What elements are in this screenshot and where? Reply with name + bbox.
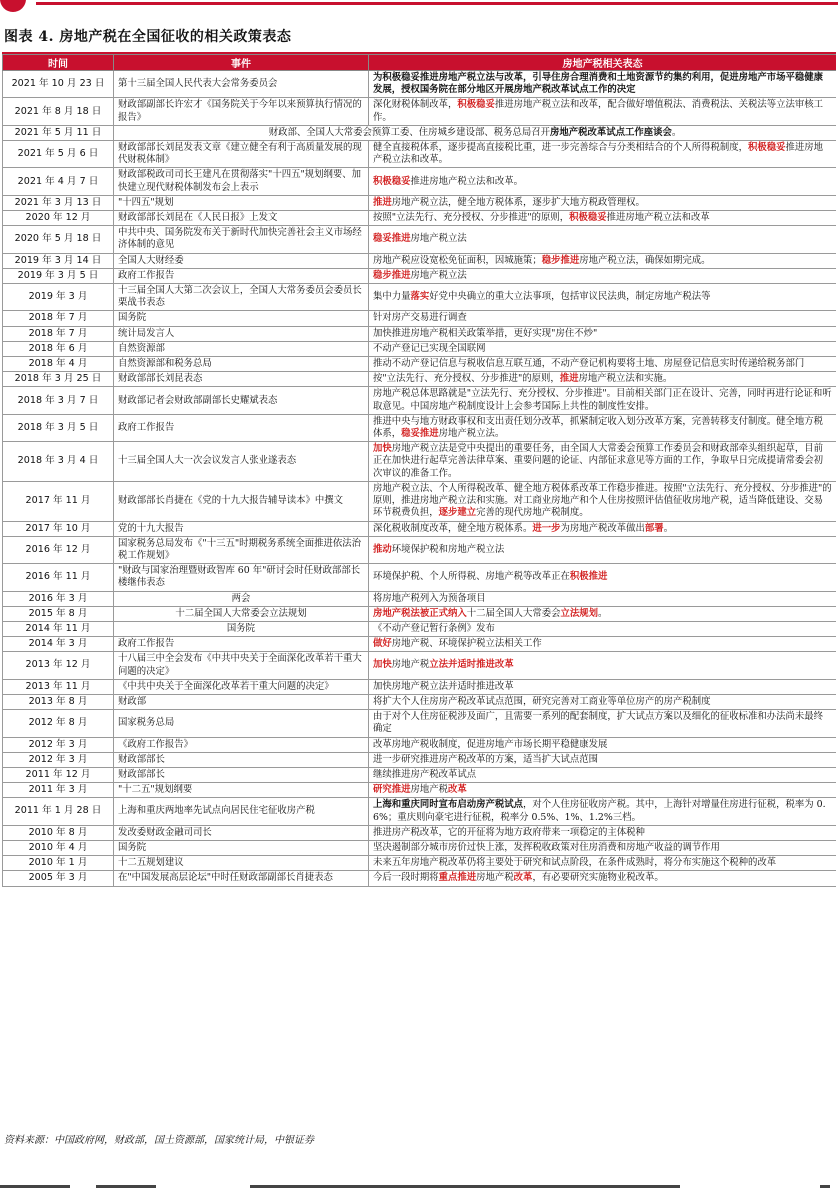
row-date: 2018 年 4 月 [3,357,114,372]
highlight-text: 立法规划 [560,607,599,619]
statement-text: 深化税收制度改革，健全地方税体系。 [373,522,533,534]
highlight-text: 稳步推进 [373,269,411,281]
table-row [3,606,837,621]
statement-text: 房地产税立法 [410,233,467,245]
figure-title: 图表 4. 房地产税在全国征收的相关政策表态 [4,29,292,45]
table-row [3,536,837,563]
row-date: 2011 年 1 月 28 日 [3,798,114,825]
highlight-text: 进一步 [532,522,561,534]
row-date: 2018 年 6 月 [3,341,114,356]
statement-text: 推进房产税改革，它的开征将为地方政府带来一项稳定的主体税种 [373,826,645,838]
highlight-text: 加快 [373,443,392,455]
policy-table [2,54,836,887]
row-date: 2010 年 4 月 [3,840,114,855]
row-event: 财政部部长 [114,752,369,767]
row-date: 2020 年 5 月 18 日 [3,226,114,253]
row-event: 《中共中央关于全面深化改革若干重大问题的决定》 [114,679,369,694]
statement-text: 今后一段时期将 [373,872,439,884]
row-event: 财政部副部长许宏才《国务院关于今年以来预算执行情况的报告》 [114,98,369,125]
table-row [3,284,837,311]
statement-text: 房地产税应设宽松免征面积，因城施策； [373,254,542,266]
table-row [3,195,837,210]
highlight-text: 改革 [448,784,467,796]
row-event: 政府工作报告 [114,414,369,441]
statement-text: ，对个人住房征收房产税。其中，上海针对增量住房进行征税，税率为 0.6%；重庆则向豪宅进行征税，税率分 0.5%、1%、1.2%三档。 [373,799,826,823]
table-row [3,840,837,855]
row-date: 2018 年 3 月 25 日 [3,372,114,387]
row-event: 政府工作报告 [114,637,369,652]
table-row [3,652,837,679]
row-event: 发改委财政金融司司长 [114,825,369,840]
row-statement [369,141,837,168]
highlight-text: 落实 [410,291,430,303]
row-event: "财政与国家治理暨财政智库 60 年"研讨会时任财政部部长楼继伟表态 [114,564,369,591]
statement-text: ，有必要研究实施物业税改革。 [532,872,664,884]
table-row [3,621,837,636]
table-body [3,71,837,887]
table-row [3,737,837,752]
footer-dash [250,1185,680,1188]
statement-text: 。 [663,522,674,534]
row-statement [369,284,837,311]
statement-text: 房地产税 [391,659,430,671]
row-date: 2013 年 11 月 [3,679,114,694]
row-event: "十二五"规划纲要 [114,783,369,798]
statement-text: 坚决遏制部分城市房价过快上涨，发挥税收政策对住房消费和房地产收益的调节作用 [373,841,720,853]
row-statement [369,268,837,283]
row-event: 国务院 [114,311,369,326]
highlight-text: 稳妥推进 [373,233,411,245]
highlight-text: 稳妥推进 [401,428,439,440]
table-row [3,752,837,767]
statement-text: 为房地产税改革做出 [560,522,645,534]
row-statement [369,168,837,195]
row-statement [369,679,837,694]
footer-dash [820,1185,830,1188]
statement-text: 进一步研究推进房产税改革的方案，适当扩大试点范围 [373,753,599,765]
header-statement: 房地产税相关表态 [369,55,837,71]
statement-text: 推进房地产税立法和改革，配合做好增值税法、消费税法、关税法等立法审核工作。 [373,99,824,123]
row-statement [369,536,837,563]
row-event: 全国人大财经委 [114,253,369,268]
table-row [3,414,837,441]
highlight-text: 推动 [373,543,392,555]
table-row [3,694,837,709]
row-statement [369,652,837,679]
footer-dash [96,1185,156,1188]
highlight-text: 逐步建立 [438,507,477,519]
table-row [3,710,837,737]
row-statement [369,856,837,871]
statement-text: 继续推进房产税改革试点 [373,768,477,780]
row-date: 2011 年 12 月 [3,767,114,782]
statement-text: 推进中央与地方财政事权和支出责任划分改革，抓紧制定收入划分改革方案，完善转移支付制度。健全地方税体系， [373,415,824,440]
row-date: 2016 年 12 月 [3,536,114,563]
row-statement [369,752,837,767]
row-statement [369,226,837,253]
highlight-text: 稳步推进 [541,254,580,266]
row-event: 财政部部长肖捷在《党的十九大报告辅导读本》中撰文 [114,481,369,521]
row-event: 自然资源部 [114,341,369,356]
top-bar [0,0,838,12]
header-rule [36,2,838,5]
bold-text: 为积极稳妥推进房地产税立法与改革，引导住房合理消费和土地资源节约集约利用，促进房地产市场平稳健康发展，授权国务院在部分地区开展房地产税改革试点工作的决定 [373,72,824,96]
row-date: 2015 年 8 月 [3,606,114,621]
statement-text: 集中力量 [373,291,411,303]
highlight-text: 加快 [373,659,392,671]
header-date: 时间 [3,55,114,71]
row-statement [369,591,837,606]
highlight-text: 积极稳妥 [748,142,786,154]
row-date: 2017 年 10 月 [3,521,114,536]
row-date: 2012 年 3 月 [3,752,114,767]
row-statement [369,637,837,652]
row-event: 财政部、全国人大常委会预算工委、住房城乡建设部、税务总局召开 [268,126,550,138]
row-date: 2021 年 5 月 11 日 [3,125,114,140]
row-statement [369,253,837,268]
row-event: 十八届三中全会发布《中共中央关于全面深化改革若干重大问题的决定》 [114,652,369,679]
statement-text: 房地产税 [476,872,514,884]
table-row [3,679,837,694]
table-row [3,125,837,140]
statement-text: 针对房产交易进行调查 [373,312,467,324]
statement-text: 不动产登记已实现全国联网 [373,342,486,354]
row-event: 财政部部长刘昆在《人民日报》上发文 [114,211,369,226]
statement-text: 加快房地产税立法并适时推进改革 [373,680,514,692]
row-date: 2018 年 3 月 4 日 [3,442,114,482]
header-event: 事件 [114,55,369,71]
statement-text: 《不动产登记暂行条例》发布 [373,622,495,634]
table-row [3,387,837,414]
table-row [3,521,837,536]
statement-text: 推进房地产税立法和改革。 [373,142,824,166]
statement-text: 好党中央确立的重大立法事项，包括审议民法典，制定房地产税法等 [429,291,711,303]
statement-text: 环境保护税和房地产税立法 [391,543,505,555]
policy-table-container [2,52,836,1127]
table-row [3,481,837,521]
table-row [3,442,837,482]
row-date: 2018 年 7 月 [3,326,114,341]
row-event: 自然资源部和税务总局 [114,357,369,372]
row-date: 2012 年 8 月 [3,710,114,737]
row-event: 上海和重庆两地率先试点向居民住宅征收房产税 [114,798,369,825]
statement-text: 由于对个人住房征税涉及面广，且需要一系列的配套制度，扩大试点方案以及细化的征收标准和办法尚未最终确定 [373,711,824,735]
statement-text: 按照"立法先行、充分授权、分步推进"的原则， [373,212,570,224]
table-row [3,798,837,825]
statement-text: 将房地产税列入为预备项目 [373,592,486,604]
row-date: 2019 年 3 月 [3,284,114,311]
row-date: 2011 年 3 月 [3,783,114,798]
row-statement [369,211,837,226]
row-event: 十二五规划建议 [114,856,369,871]
row-event: 财政部部长刘昆表态 [114,372,369,387]
row-statement [369,767,837,782]
highlight-text: 研究推进 [373,784,411,796]
row-merged-content [114,125,837,140]
row-statement [369,311,837,326]
row-date: 2010 年 1 月 [3,856,114,871]
row-date: 2020 年 12 月 [3,211,114,226]
row-event: 财政部部长刘昆发表文章《建立健全有利于高质量发展的现代财税体制》 [114,141,369,168]
table-row [3,253,837,268]
row-event: 两会 [114,591,369,606]
row-statement [369,357,837,372]
row-statement [369,341,837,356]
row-statement [369,840,837,855]
row-statement [369,387,837,414]
row-statement [369,481,837,521]
statement-text: 环境保护税、个人所得税、房地产税等改革正在 [373,571,570,583]
statement-text: 。 [598,607,608,619]
row-event: 中共中央、国务院发布关于新时代加快完善社会主义市场经济体制的意见 [114,226,369,253]
table-row [3,767,837,782]
statement-text: 房地产税、环境保护税立法相关工作 [391,638,542,650]
statement-text: 健全直接税体系，逐步提高直接税比重，进一步完善综合与分类相结合的个人所得税制度， [373,142,749,154]
statement-text: 十二届全国人大常委会 [466,607,561,619]
table-row [3,326,837,341]
row-date: 2019 年 3 月 5 日 [3,268,114,283]
row-statement [369,694,837,709]
statement-text: 房地产税立法 [410,269,467,281]
footer-dash [0,1185,70,1188]
row-date: 2018 年 7 月 [3,311,114,326]
row-date: 2019 年 3 月 14 日 [3,253,114,268]
bold-text: 房地产税改革试点工作座谈会 [549,126,672,138]
row-event: 十三届全国人大一次会议发言人张业遂表态 [114,442,369,482]
row-event: 《政府工作报告》 [114,737,369,752]
row-event: 统计局发言人 [114,326,369,341]
table-row [3,341,837,356]
row-date: 2017 年 11 月 [3,481,114,521]
statement-text: 房地产税立法，确保如期完成。 [579,254,711,266]
highlight-text: 房地产税法被正式纳入 [373,607,467,619]
row-statement [369,783,837,798]
row-statement [369,737,837,752]
highlight-text: 推进 [373,196,392,208]
row-date: 2021 年 10 月 23 日 [3,71,114,98]
row-statement [369,621,837,636]
row-event: 财政部记者会财政部副部长史耀斌表态 [114,387,369,414]
row-statement [369,98,837,125]
statement-text: 完善的现代房地产税制度。 [476,507,589,519]
statement-text: 房地产税立法是党中央提出的重要任务，由全国人大常委会预算工作委员会和财政部牵头组织起草，目前正在加快进行起草完善法律草案、重要问题的论证、内部征求意见等方面的工作，争取早日完成提请常委会初次审议的准备工作。 [373,443,824,479]
row-date: 2012 年 3 月 [3,737,114,752]
row-date: 2013 年 12 月 [3,652,114,679]
highlight-text: 积极推进 [569,571,608,583]
row-statement [369,195,837,210]
table-row [3,372,837,387]
statement-text: 推进房地产税立法和改革 [606,212,710,224]
row-date: 2021 年 4 月 7 日 [3,168,114,195]
row-statement [369,71,837,98]
table-row [3,637,837,652]
highlight-text: 积极稳妥 [457,99,495,111]
statement-text: 房地产税立法和实施。 [578,373,673,385]
table-row [3,268,837,283]
row-date: 2013 年 8 月 [3,694,114,709]
row-event: 国务院 [114,621,369,636]
statement-text: 房地产税 [410,784,449,796]
highlight-text: 推进 [559,373,579,385]
row-date: 2021 年 3 月 13 日 [3,195,114,210]
row-event: 十三届全国人大第二次会议上，全国人大常务委员会委员长栗战书表态 [114,284,369,311]
table-row [3,591,837,606]
table-row [3,211,837,226]
row-statement [369,326,837,341]
row-date: 2021 年 5 月 6 日 [3,141,114,168]
highlight-text: 改革 [513,872,533,884]
footer-bar [0,1183,838,1191]
row-statement [369,414,837,441]
highlight-text: 立法并适时推进改革 [429,659,514,671]
brand-logo [0,0,26,12]
table-header-row [3,55,837,71]
table-row [3,564,837,591]
row-event: 国务院 [114,840,369,855]
table-row [3,871,837,886]
statement-text: 推动不动产登记信息与税收信息互联互通，不动产登记机构要将土地、房屋登记信息实时传递给税务部门 [373,358,805,370]
row-event: 国家税务总局发布《"十三五"时期税务系统全面推进依法治税工作规划》 [114,536,369,563]
row-date: 2005 年 3 月 [3,871,114,886]
row-date: 2014 年 3 月 [3,637,114,652]
statement-text: 将扩大个人住房房产税改革试点范围，研究完善对工商业等单位房产的房产税制度 [373,695,711,707]
table-row [3,357,837,372]
statement-text: 未来五年房地产税改革仍将主要处于研究和试点阶段，在条件成熟时，将分布实施这个税种的改革 [373,857,777,869]
table-row [3,71,837,98]
row-statement [369,521,837,536]
highlight-text: 重点推进 [438,872,477,884]
row-event: 十二届全国人大常委会立法规划 [114,606,369,621]
row-event: 在"中国发展高层论坛"中时任财政部副部长肖捷表态 [114,871,369,886]
row-event: 财政部 [114,694,369,709]
row-statement [369,710,837,737]
row-date: 2021 年 8 月 18 日 [3,98,114,125]
row-statement [369,442,837,482]
bold-text: 上海和重庆同时宣布启动房产税试点 [373,799,524,811]
row-event: 党的十九大报告 [114,521,369,536]
table-row [3,168,837,195]
statement-text: 按"立法先行、充分授权、分步推进"的原则， [373,373,560,385]
statement-text: 房地产税总体思路就是"立法先行、充分授权、分步推进"。目前相关部门正在设计、完善，同时再进行论证和听取意见。中国房地产税制度设计上会参考国际上共性的制度性安排。 [373,388,832,412]
row-statement [369,825,837,840]
statement-text: 深化财税体制改革， [373,99,458,111]
row-statement [369,606,837,621]
row-event: "十四五"规划 [114,195,369,210]
statement-text: 房地产税立法。 [438,428,505,440]
table-row [3,783,837,798]
row-statement [369,871,837,886]
row-date: 2010 年 8 月 [3,825,114,840]
row-event: 政府工作报告 [114,268,369,283]
row-statement [369,372,837,387]
row-event: 国家税务总局 [114,710,369,737]
row-event: 第十三届全国人民代表大会常务委员会 [114,71,369,98]
highlight-text: 积极稳妥 [373,175,411,187]
statement-text: 。 [671,126,682,138]
statement-text: 推进房地产税立法和改革。 [410,175,524,187]
statement-text: 房地产税立法、个人所得税改革、健全地方税体系改革工作稳步推进。按照"立法先行、充分授权、分步推进"的原则，推进房地产税立法和实施。对工商业房地产和个人住房按照评估值征收房地产税，适当降低建设、交易环节税费负担， [373,482,832,519]
table-row [3,856,837,871]
table-row [3,226,837,253]
table-row [3,98,837,125]
row-event: 财政部部长 [114,767,369,782]
statement-text: 加快推进房地产税相关政策举措，更好实现"房住不炒" [373,327,598,339]
table-row [3,825,837,840]
row-date: 2016 年 11 月 [3,564,114,591]
table-row [3,141,837,168]
source-note: 资料来源：中国政府网，财政部，国土资源部，国家统计局，中银证券 [4,1135,314,1146]
row-date: 2016 年 3 月 [3,591,114,606]
row-statement [369,798,837,825]
row-statement [369,564,837,591]
highlight-text: 积极稳妥 [569,212,607,224]
statement-text: 改革房地产税收制度，促进房地产市场长期平稳健康发展 [373,738,608,750]
row-event: 财政部税政司司长王建凡在贯彻落实"十四五"规划纲要、加快建立现代财税体制发布会上表示 [114,168,369,195]
row-date: 2014 年 11 月 [3,621,114,636]
row-date: 2018 年 3 月 5 日 [3,414,114,441]
highlight-text: 做好 [373,638,392,650]
row-date: 2018 年 3 月 7 日 [3,387,114,414]
highlight-text: 部署 [644,522,664,534]
statement-text: 房地产税立法，健全地方税体系，逐步扩大地方税政管理权。 [391,196,645,208]
table-row [3,311,837,326]
